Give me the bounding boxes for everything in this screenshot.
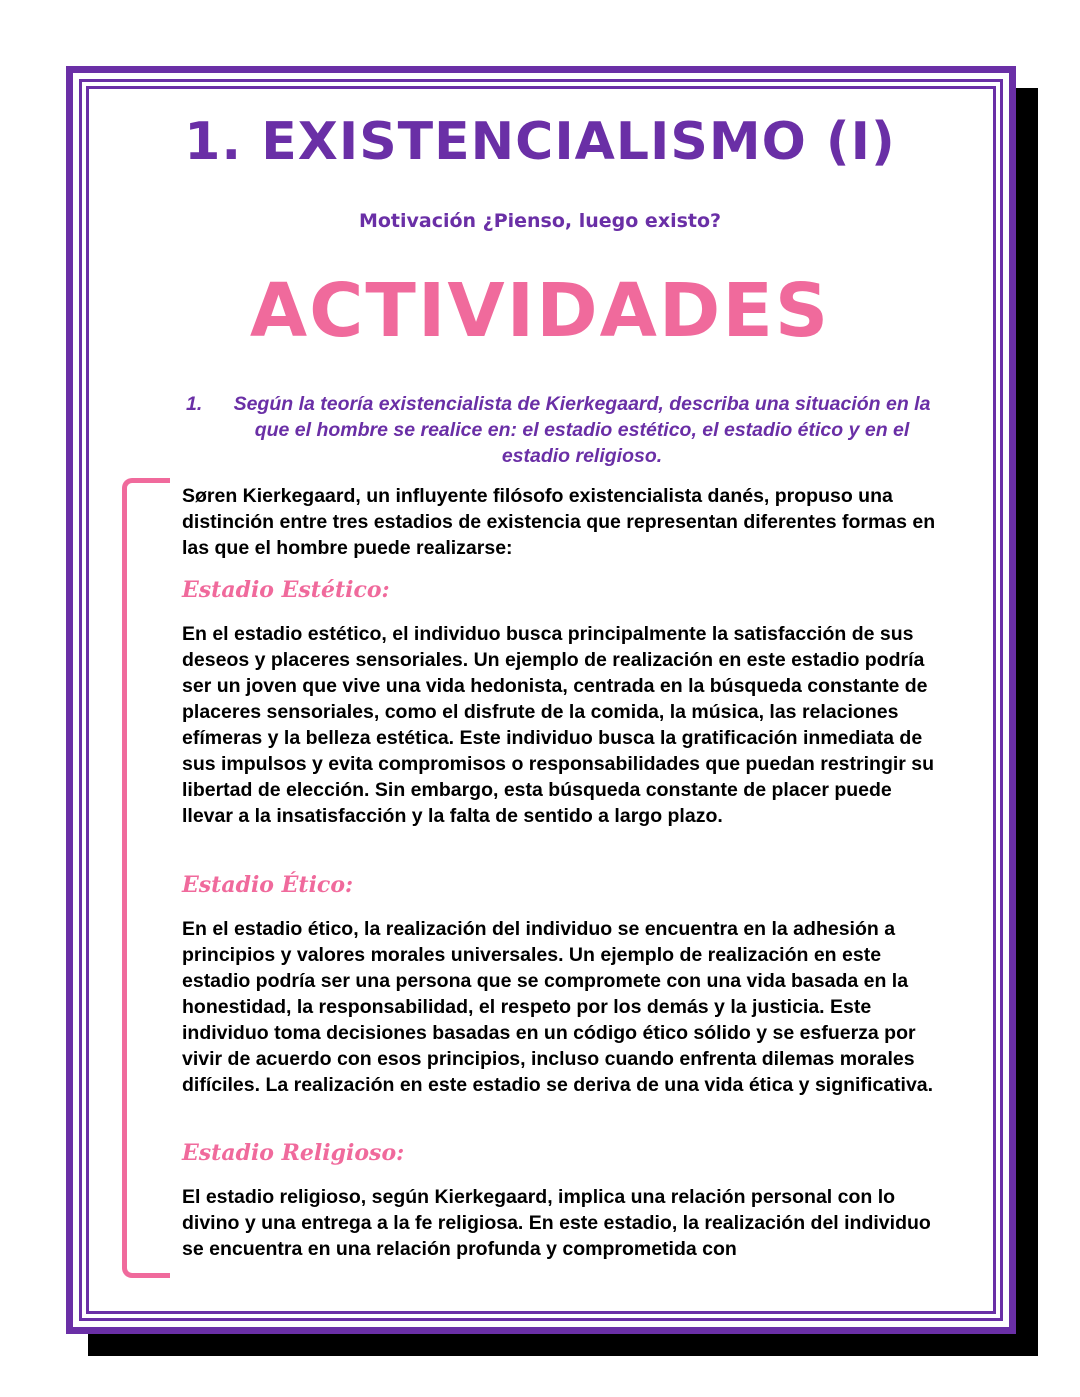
answer-bracket <box>122 478 170 1278</box>
question-number: 1. <box>186 393 203 415</box>
page-subtitle: Motivación ¿Pienso, luego existo? <box>358 210 722 232</box>
page-title: 1. EXISTENCIALISMO (I) <box>184 112 896 172</box>
section-heading-estetico: Estadio Estético: <box>182 577 390 603</box>
section-text-etico: En el estadio ético, la realización del individuo se encuentra en la adhesión a principios y valores morales universales. Un ejemplo de realización en este estadio podría ser una persona que se compromete con una vida basada en la honestidad, la responsabilidad, el respeto por los demás y la justicia. Este individuo toma decisiones basadas en un código ético sólido y se esfuerza por vivir de acuerdo con esos principios, incluso cuando enfrenta dilemas morales difíciles. La realización en este estadio se deriva de una vida ética y significativa. <box>182 918 934 1096</box>
answer-intro: Søren Kierkegaard, un influyente filósofo existencialista danés, propuso una distinción entre tres estadios de existencia que representan diferentes formas en las que el hombre puede realizarse: <box>182 485 936 559</box>
question-text: Según la teoría existencialista de Kierkegaard, describa una situación en la que el hombre se realice en: el estadio estético, el estadio ético y en el estadio religioso. <box>233 393 931 467</box>
question-block <box>186 391 946 469</box>
section-heading-religioso: Estadio Religioso: <box>182 1140 405 1166</box>
activities-heading: ACTIVIDADES <box>249 268 831 354</box>
section-heading-etico: Estadio Ético: <box>182 872 354 898</box>
section-text-religioso: El estadio religioso, según Kierkegaard, implica una relación personal con lo divino y una entrega a la fe religiosa. En este estadio, la realización del individuo se encuentra en una relación profunda y comprometida con <box>182 1186 931 1260</box>
section-text-estetico: En el estadio estético, el individuo busca principalmente la satisfacción de sus deseos y placeres sensoriales. Un ejemplo de realización en este estadio podría ser un joven que vive una vida hedonista, centrada en la búsqueda constante de placeres sensoriales, como el disfrute de la comida, la música, las relaciones efímeras y la belleza estética. Este individuo busca la gratificación inmediata de sus impulsos y evita compromisos o responsabilidades que puedan restringir su libertad de elección. Sin embargo, esta búsqueda constante de placer puede llevar a la insatisfacción y la falta de sentido a largo plazo. <box>182 623 935 827</box>
